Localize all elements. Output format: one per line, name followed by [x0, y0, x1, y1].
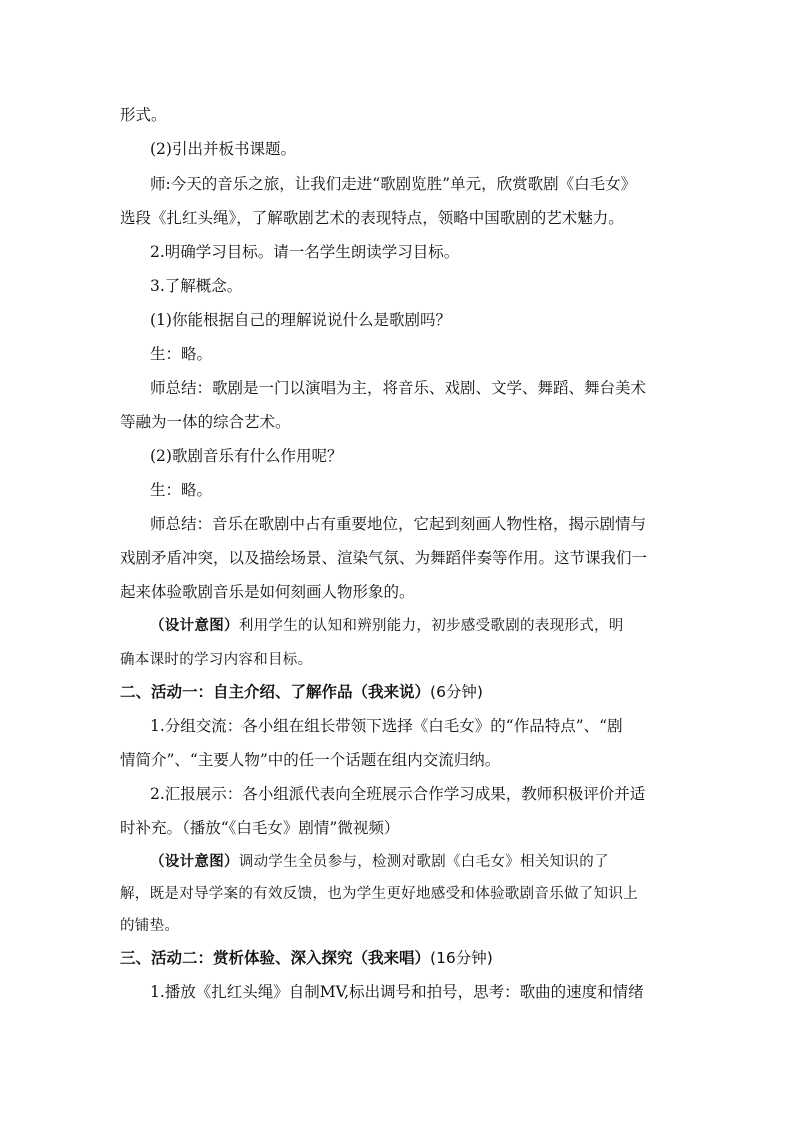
text-line: 2.明确学习目标。请一名学生朗读学习目标。: [150, 243, 460, 261]
text-line: (2)歌剧音乐有什么作用呢？: [150, 447, 343, 465]
design-intent-label: （设计意图）: [150, 618, 239, 634]
text-line: 师:今天的音乐之旅，让我们走进“歌剧览胜”单元，欣赏歌剧《白毛女》: [150, 175, 637, 193]
text-line: 确本课时的学习内容和目标。: [120, 652, 313, 668]
text-line: 1.分组交流：各小组在组长带领下选择《白毛女》的“作品特点”、“剧: [150, 717, 623, 735]
text-line: 2.汇报展示：各小组派代表向全班展示合作学习成果，教师积极评价并适: [150, 785, 646, 803]
text-line: 选段《扎红头绳》，了解歌剧艺术的表现特点，领略中国歌剧的艺术魅力。: [120, 209, 624, 227]
text-line: 时补充。（播放“《白毛女》剧情”微视频）: [120, 819, 400, 837]
text-line: 戏剧矛盾冲突，以及描绘场景、渲染气氛、为舞蹈伴奏等作用。这节课我们一: [120, 549, 648, 567]
text-line: 等融为一体的综合艺术。: [120, 413, 291, 431]
section-heading-title: 二、活动一：自主介绍、了解作品（我来说）: [120, 683, 431, 701]
text-line: 起来体验歌剧音乐是如何刻画人物形象的。: [120, 583, 415, 601]
text-line: 的铺垫。: [120, 918, 180, 934]
design-intent-text: 调动学生全员参与，检测对歌剧《白毛女》相关知识的了: [238, 854, 609, 870]
section-heading-title: 三、活动二：赏析体验、深入探究（我来唱）: [120, 949, 431, 967]
design-intent-line: [150, 616, 624, 636]
text-line: 生：略。: [150, 481, 213, 499]
text-line: (2)引出并板书课题。: [150, 140, 296, 158]
text-line: 形式。: [120, 106, 167, 124]
text-line: 师总结：音乐在歌剧中占有重要地位，它起到刻画人物性格，揭示剧情与: [150, 515, 647, 533]
text-line: 师总结：歌剧是一门以演唱为主，将音乐、戏剧、文学、舞蹈、舞台美术: [150, 379, 647, 397]
text-line: 3.了解概念。: [150, 277, 243, 295]
text-line: 解，既是对导学案的有效反馈，也为学生更好地感受和体验歌剧音乐做了知识上: [120, 886, 638, 902]
design-intent-line: [150, 852, 609, 872]
section-heading-time: (6分钟): [430, 683, 483, 701]
design-intent-text: 利用学生的认知和辨别能力，初步感受歌剧的表现形式，明: [238, 618, 624, 634]
text-line: (1)你能根据自己的理解说说什么是歌剧吗？: [150, 311, 451, 329]
text-line: 1.播放《扎红头绳》自制MV,标出调号和拍号，思考：歌曲的速度和情绪: [150, 983, 644, 1001]
section-heading-time: (16分钟): [430, 949, 493, 967]
text-line: 生：略。: [150, 345, 213, 363]
section-heading: [120, 682, 483, 702]
section-heading: [120, 948, 493, 968]
design-intent-label: （设计意图）: [150, 854, 239, 870]
text-line: 情简介”、“主要人物”中的任一个话题在组内交流归纳。: [120, 751, 501, 769]
